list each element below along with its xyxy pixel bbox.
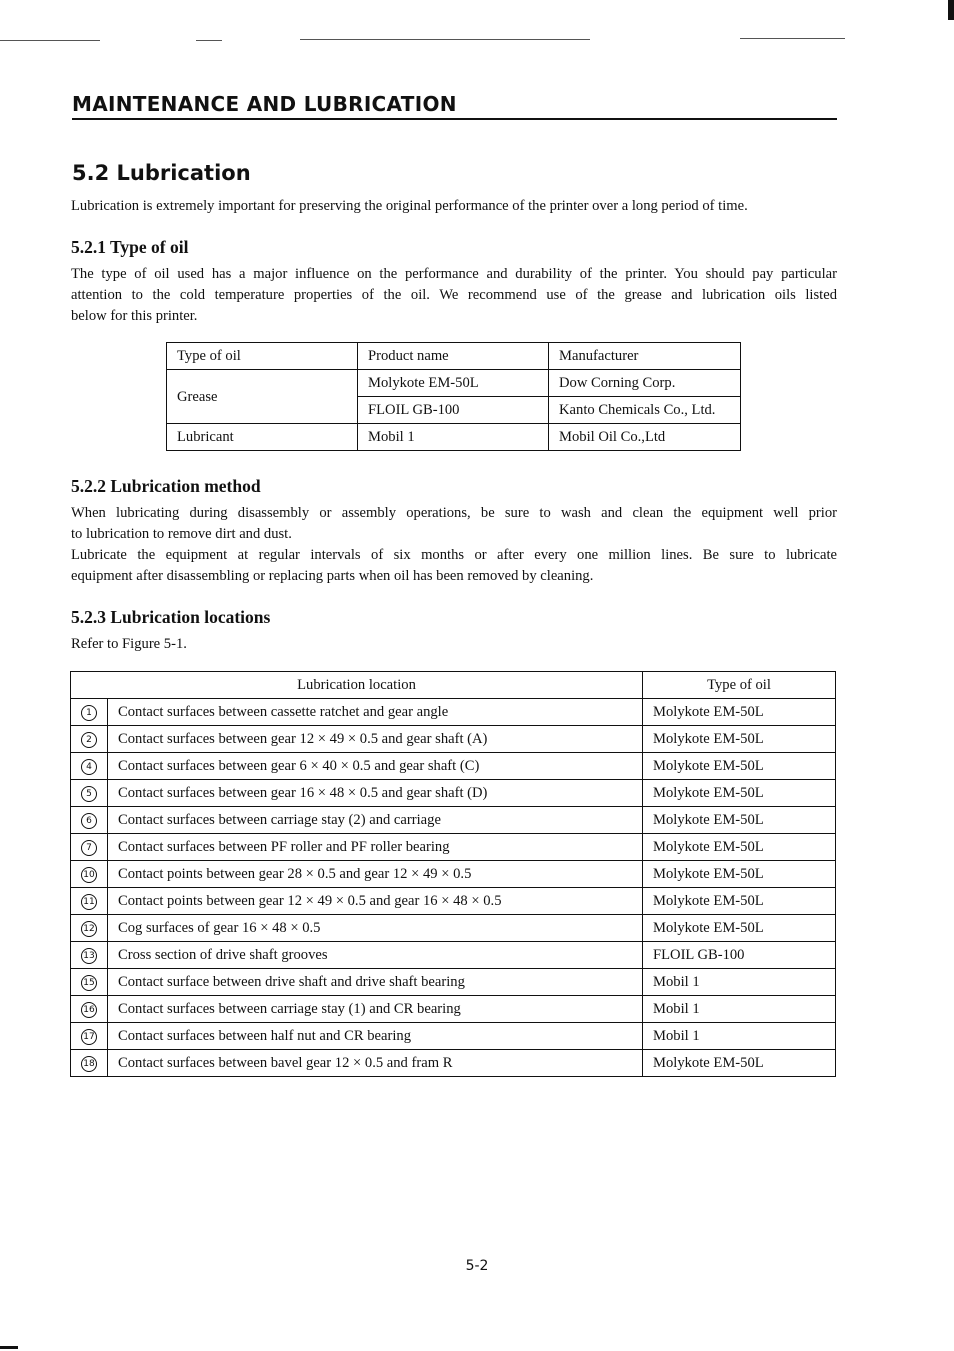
- location-cell: Contact surfaces between gear 12 × 49 × 0.5 and gear shaft (A): [108, 726, 643, 753]
- oil-type-cell: Lubricant: [167, 424, 358, 451]
- paragraph-line: below for this printer.: [71, 308, 198, 324]
- row-number-cell: [71, 834, 108, 861]
- paragraph-line: to lubrication to remove dirt and dust.: [71, 526, 292, 542]
- location-cell: Contact surfaces between carriage stay (2) and carriage: [108, 807, 643, 834]
- circled-number: 11: [81, 894, 97, 910]
- table-row: [71, 915, 836, 942]
- oil-cell: Molykote EM-50L: [643, 780, 836, 807]
- location-cell: Contact surfaces between carriage stay (1) and CR bearing: [108, 996, 643, 1023]
- table-header-row: [167, 343, 741, 370]
- oil-cell: Molykote EM-50L: [643, 699, 836, 726]
- scan-line: [196, 40, 222, 41]
- header-cell: Lubrication location: [71, 672, 643, 699]
- header-cell: Type of oil: [643, 672, 836, 699]
- lubrication-method-heading: 5.2.2 Lubrication method: [71, 476, 261, 496]
- row-number-cell: [71, 780, 108, 807]
- oil-types-table: [166, 342, 741, 451]
- intro-line: Lubrication is extremely important for preserving the original performance of the printer over a long period of time.: [71, 198, 748, 214]
- corner-mark: [0, 1346, 18, 1349]
- table-row: [71, 780, 836, 807]
- scan-line: [0, 40, 100, 41]
- paragraph-line: The type of oil used has a major influence on the performance and durability of the printer. You should pay particular: [71, 266, 837, 282]
- lubrication-heading: 5.2 Lubrication: [72, 161, 251, 185]
- circled-number: 13: [81, 948, 97, 964]
- product-cell: Molykote EM-50L: [358, 370, 549, 397]
- row-number-cell: [71, 942, 108, 969]
- paragraph-line: attention to the cold temperature properties of the oil. We recommend use of the grease and lubrication oils listed: [71, 287, 837, 303]
- location-cell: Cog surfaces of gear 16 × 48 × 0.5: [108, 915, 643, 942]
- table-row: [71, 1023, 836, 1050]
- paragraph-line: Refer to Figure 5-1.: [71, 636, 187, 652]
- circled-number: 5: [81, 786, 97, 802]
- table-row: [167, 370, 741, 397]
- oil-cell: Molykote EM-50L: [643, 861, 836, 888]
- oil-cell: Mobil 1: [643, 1023, 836, 1050]
- location-cell: Contact surface between drive shaft and drive shaft bearing: [108, 969, 643, 996]
- manufacturer-cell: Dow Corning Corp.: [549, 370, 741, 397]
- location-cell: Contact points between gear 28 × 0.5 and gear 12 × 49 × 0.5: [108, 861, 643, 888]
- circled-number: 7: [81, 840, 97, 856]
- row-number-cell: [71, 1023, 108, 1050]
- circled-number: 4: [81, 759, 97, 775]
- table-row: [71, 699, 836, 726]
- table-row: [71, 996, 836, 1023]
- scan-line: [300, 39, 590, 40]
- table-row: [71, 1050, 836, 1077]
- oil-cell: Molykote EM-50L: [643, 1050, 836, 1077]
- location-cell: Cross section of drive shaft grooves: [108, 942, 643, 969]
- manufacturer-cell: Kanto Chemicals Co., Ltd.: [549, 397, 741, 424]
- row-number-cell: [71, 807, 108, 834]
- oil-cell: Molykote EM-50L: [643, 726, 836, 753]
- oil-cell: Molykote EM-50L: [643, 888, 836, 915]
- table-row: [71, 807, 836, 834]
- circled-number: 18: [81, 1056, 97, 1072]
- oil-cell: Molykote EM-50L: [643, 807, 836, 834]
- corner-mark: [948, 0, 954, 20]
- location-cell: Contact points between gear 12 × 49 × 0.5 and gear 16 × 48 × 0.5: [108, 888, 643, 915]
- lubrication-locations-heading: 5.2.3 Lubrication locations: [71, 607, 271, 627]
- header-cell: Type of oil: [167, 343, 358, 370]
- row-number-cell: [71, 915, 108, 942]
- lubrication-method-paragraph: [71, 503, 837, 587]
- page-number: 5-2: [465, 1258, 489, 1274]
- type-of-oil-paragraph: [71, 264, 837, 327]
- row-number-cell: [71, 888, 108, 915]
- circled-number: 15: [81, 975, 97, 991]
- table-row: [71, 726, 836, 753]
- row-number-cell: [71, 699, 108, 726]
- location-cell: Contact surfaces between bavel gear 12 × 0.5 and fram R: [108, 1050, 643, 1077]
- row-number-cell: [71, 753, 108, 780]
- circled-number: 12: [81, 921, 97, 937]
- product-cell: FLOIL GB-100: [358, 397, 549, 424]
- table-row: [71, 861, 836, 888]
- circled-number: 16: [81, 1002, 97, 1018]
- paragraph-line: When lubricating during disassembly or assembly operations, be sure to wash and clean the equipment well prior: [71, 505, 837, 521]
- table-header-row: [71, 672, 836, 699]
- oil-type-cell: Grease: [167, 370, 358, 424]
- circled-number: 1: [81, 705, 97, 721]
- row-number-cell: [71, 726, 108, 753]
- lubrication-intro: [71, 196, 837, 217]
- row-number-cell: [71, 996, 108, 1023]
- location-cell: Contact surfaces between gear 16 × 48 × 0.5 and gear shaft (D): [108, 780, 643, 807]
- oil-cell: Molykote EM-50L: [643, 915, 836, 942]
- paragraph-line: equipment after disassembling or replacing parts when oil has been removed by cleaning.: [71, 568, 594, 584]
- circled-number: 17: [81, 1029, 97, 1045]
- scan-line: [740, 38, 845, 39]
- table-row: [71, 969, 836, 996]
- header-cell: Manufacturer: [549, 343, 741, 370]
- location-cell: Contact surfaces between half nut and CR bearing: [108, 1023, 643, 1050]
- oil-cell: Molykote EM-50L: [643, 753, 836, 780]
- refer-figure-text: [71, 634, 837, 655]
- manufacturer-cell: Mobil Oil Co.,Ltd: [549, 424, 741, 451]
- section-header: MAINTENANCE AND LUBRICATION: [72, 92, 837, 120]
- oil-cell: Mobil 1: [643, 969, 836, 996]
- row-number-cell: [71, 969, 108, 996]
- product-cell: Mobil 1: [358, 424, 549, 451]
- circled-number: 2: [81, 732, 97, 748]
- table-row: [71, 888, 836, 915]
- paragraph-line: Lubricate the equipment at regular intervals of six months or after every one million lines. Be sure to lubricate: [71, 547, 837, 563]
- header-cell: Product name: [358, 343, 549, 370]
- oil-cell: Mobil 1: [643, 996, 836, 1023]
- row-number-cell: [71, 861, 108, 888]
- location-cell: Contact surfaces between PF roller and PF roller bearing: [108, 834, 643, 861]
- oil-cell: FLOIL GB-100: [643, 942, 836, 969]
- type-of-oil-heading: 5.2.1 Type of oil: [71, 237, 189, 257]
- circled-number: 6: [81, 813, 97, 829]
- row-number-cell: [71, 1050, 108, 1077]
- table-row: [71, 942, 836, 969]
- table-row: [167, 424, 741, 451]
- lubrication-locations-table: [70, 671, 836, 1077]
- circled-number: 10: [81, 867, 97, 883]
- oil-cell: Molykote EM-50L: [643, 834, 836, 861]
- location-cell: Contact surfaces between cassette ratchet and gear angle: [108, 699, 643, 726]
- locations-table-body: [71, 699, 836, 1077]
- table-row: [71, 834, 836, 861]
- location-cell: Contact surfaces between gear 6 × 40 × 0.5 and gear shaft (C): [108, 753, 643, 780]
- table-row: [71, 753, 836, 780]
